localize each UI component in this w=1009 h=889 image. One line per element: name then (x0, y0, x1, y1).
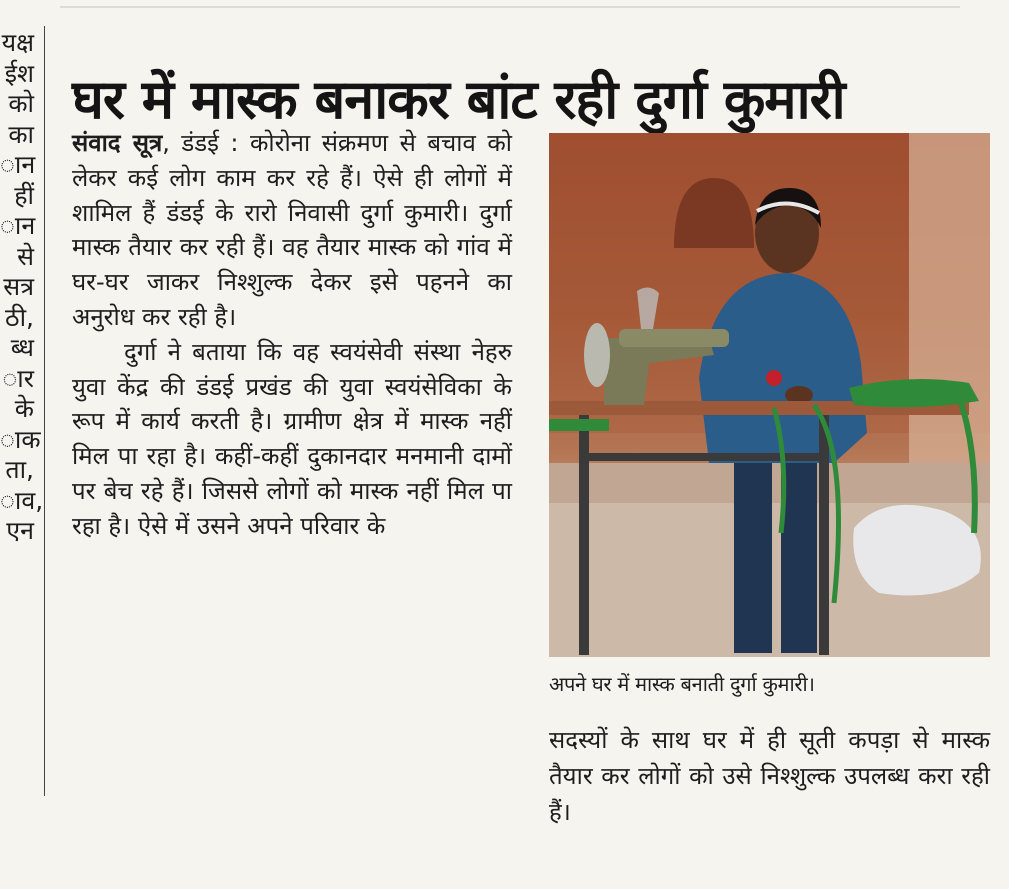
paragraph-1 (72, 126, 512, 335)
adjacent-line: से (17, 241, 34, 271)
article-headline: घर में मास्क बनाकर बांट रही दुर्गा कुमारी (72, 68, 845, 132)
adjacent-line: ठी, (5, 302, 34, 332)
adjacent-line: ईश (4, 58, 34, 88)
adjacent-line: ान (0, 211, 36, 240)
adjacent-line: ान (0, 150, 36, 179)
continuation-text: सदस्यों के साथ घर में ही सूती कपड़ा से मास्क तैयार कर लोगों को उसे निश्शुल्क उपलब्ध करा रही हैं। (549, 726, 990, 826)
article-photo (549, 133, 990, 657)
adjacent-line: एन (6, 516, 34, 545)
byline: संवाद सूत्र (72, 129, 163, 157)
adjacent-line: ार (2, 363, 34, 393)
photo-caption: अपने घर में मास्क बनाती दुर्गा कुमारी। (549, 672, 815, 696)
adjacent-line: यक्ष (1, 28, 34, 57)
adjacent-line: ाव, (0, 485, 44, 515)
paragraph-2: दुर्गा ने बताया कि वह स्वयंसेवी संस्था नेहरु युवा केंद्र की डंडई प्रखंड की युवा स्वयंसेविका के रूप में कार्य करती है। ग्रामीण क्षेत्र में मास्क नहीं मिल पा रहा है। कहीं-कहीं दुकानदार मनमानी दामों पर बेच रहे हैं। जिससे लोगों को मास्क नहीं मिल पा रहा है। ऐसे में उसने अपने परिवार के (72, 337, 512, 540)
adjacent-line: ब्ध (10, 333, 34, 362)
paragraph-1-text: , डंडई : कोरोना संक्रमण से बचाव को लेकर कई लोग काम कर रहे हैं। ऐसे ही लोगों में शामिल हैं डंडई के रारो निवासी दुर्गा कुमारी। दुर्गा मास्क तैयार कर रही हैं। वह तैयार मास्क को गांव में घर-घर जाकर निश्शुल्क देकर इसे पहनने का अनुरोध कर रही है। (72, 129, 512, 331)
adjacent-line: को (8, 89, 34, 118)
adjacent-line: के (14, 394, 34, 423)
previous-article-fragment (60, 0, 960, 8)
article-body (72, 126, 512, 544)
adjacent-line: हीं (14, 180, 34, 210)
adjacent-line: ाक (0, 424, 41, 454)
adjacent-column (0, 28, 44, 547)
article-continuation (549, 722, 990, 830)
photo-illustration (549, 133, 990, 657)
adjacent-line: ता, (5, 455, 34, 484)
adjacent-line: सत्र (3, 272, 34, 301)
adjacent-line: का (8, 119, 34, 149)
column-divider (44, 26, 45, 796)
